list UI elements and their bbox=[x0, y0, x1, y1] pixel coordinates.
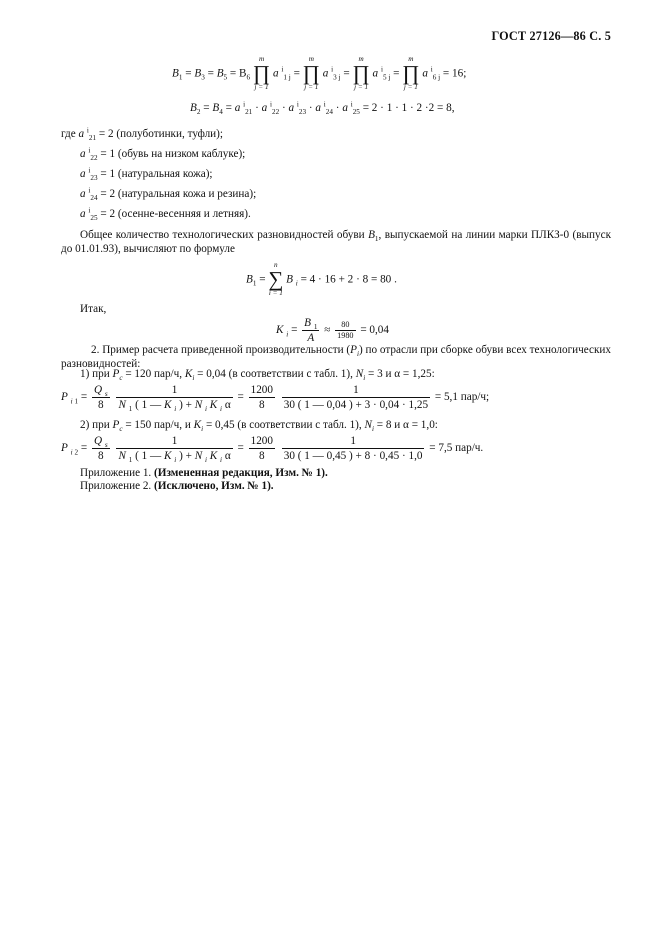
definition-4: a $^i_{24}$ = 2 (натуральная кожа и резина); bbox=[80, 186, 257, 203]
case-2-result: = 7,5 пар/ч. bbox=[429, 442, 484, 455]
definition-2: a $^i_{22}$ = 1 (обувь на низком каблуке); bbox=[80, 146, 246, 163]
itak-text: Итак, bbox=[80, 303, 107, 315]
page-header: ГОСТ 27126—86 С. 5 bbox=[491, 29, 611, 43]
formula-line-1-result: = 16; bbox=[442, 67, 467, 80]
appendix-1-note: Приложение 1. (Измененная редакция, Изм. № 1). bbox=[80, 467, 328, 479]
formula-line-2-result: = 2 · 1 · 1 · 2 ·2 = 8, bbox=[362, 102, 455, 114]
paragraph-total-varieties: Общее количество технологических разновидностей обуви $B_1$, выпускаемой на линии марки ПЛКЗ-0 (выпуск до 01.01.93), вычисляют по формуле bbox=[61, 229, 612, 255]
formula-line-1: $B_1 = B_3 = B_5 = B_6$ m ∏ j = 1 a $^i_{1 j}$ = m ∏ j = 1 a $^i_{3 j}$ = m ∏ j = 1 a $^i_{5 j}$ = m ∏ j = 1 a $^i_{6 j}$ = 16; bbox=[172, 55, 467, 92]
k-formula-result: = 0,04 bbox=[360, 324, 389, 337]
definition-3: a $^i_{23}$ = 1 (натуральная кожа); bbox=[80, 166, 213, 183]
case-1-condition: 1) при $P_c = 120$ пар/ч, $K_i = 0,04$ (в соответствии с табл. 1), $N_i = 3$ и α = 1,25: bbox=[80, 368, 435, 383]
k-formula: K $_i$ = $\frac{B _1}{A}$ ≈ $\frac{80}{1980}$ = 0,04 bbox=[276, 317, 389, 344]
case-1-formula: P $_{i 1}$ = $\frac{Q _s}{8}$ $\frac{1}{N _1 ( 1 — K _i ) + N _i K _i \alpha}$ = $\frac{1200}{8}$ $\frac{1}{30 ( 1 — 0,04 ) + 3 \cdot 0,04 \cdot 1,25}$ = 5,1 пар/ч; bbox=[61, 384, 490, 414]
formula-line-2: $B_2 = B_4 = a$ $^i_{21}$ · a $^i_{22}$ · a $^i_{23}$ · a $^i_{24}$ · a $^i_{25}$ = 2 · 1 · 1 · 2 ·2 = 8, bbox=[190, 100, 455, 117]
case-2-formula: P $_{i 2}$ = $\frac{Q _s}{8}$ $\frac{1}{N _1 ( 1 — K _i ) + N _i K _i \alpha}$ = $\frac{1200}{8}$ $\frac{1}{30 ( 1 — 0,45 ) + 8 \cdot 0,45 \cdot 1,0}$ = 7,5 пар/ч. bbox=[61, 435, 484, 465]
definition-1: где a $^i_{21}$ = 2 (полуботинки, туфли); bbox=[61, 126, 224, 143]
appendix-2-note: Приложение 2. (Исключено, Изм. № 1). bbox=[80, 480, 274, 492]
case-2-condition: 2) при $P_c = 150$ пар/ч, и $K_i = 0,45$ (в соответствии с табл. 1), $N_i = 8$ и α = 1,0: bbox=[80, 419, 438, 434]
paragraph-example: 2. Пример расчета приведенной производительности $(P_i)$ по отрасли при сборке обуви всех технологических разновидностей: bbox=[61, 344, 612, 370]
sum-formula-result: = 4 · 16 + 2 · 8 = 80 . bbox=[300, 273, 397, 286]
sum-formula: $B_1$ = n ∑ i = 1 B $_i$ = 4 · 16 + 2 · 8 = 80 . bbox=[246, 261, 397, 298]
definition-5: a $^i_{25}$ = 2 (осенне-весенняя и летняя). bbox=[80, 206, 251, 223]
formula-line-1-lhs: = B bbox=[229, 67, 247, 80]
case-1-result: = 5,1 пар/ч; bbox=[434, 391, 490, 404]
